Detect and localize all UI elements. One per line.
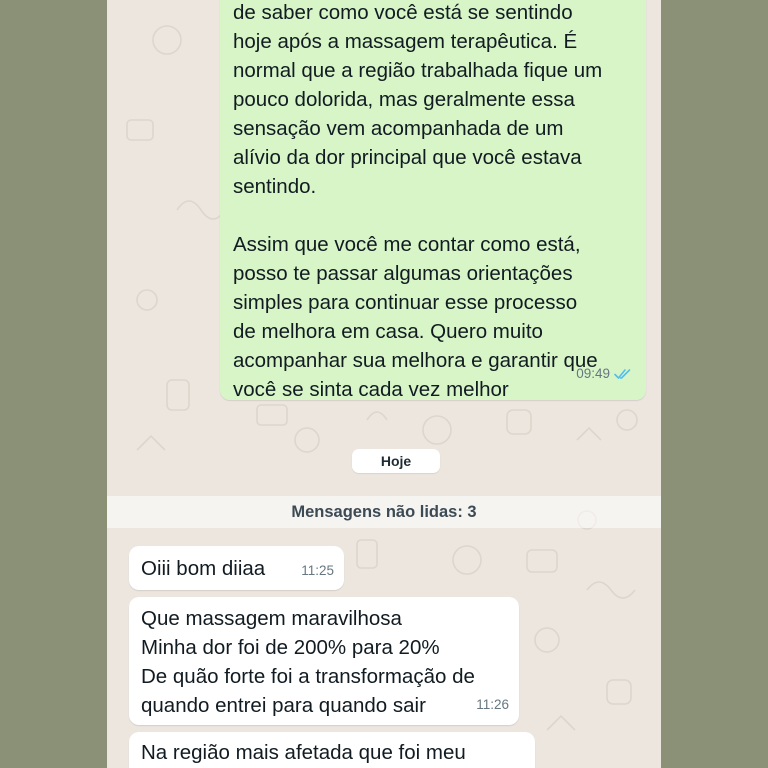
message-line: de saber como você está se sentindo xyxy=(233,1,573,24)
incoming-message-bubble[interactable] xyxy=(129,597,519,725)
message-time: 09:49 xyxy=(576,366,610,381)
message-line: Minha dor foi de 200% para 20% xyxy=(141,636,440,659)
message-line: acompanhar sua melhora e garantir que xyxy=(233,349,598,372)
message-meta xyxy=(576,359,632,388)
message-line: hoje após a massagem terapêutica. É xyxy=(233,30,578,53)
message-line: normal que a região trabalhada fique um xyxy=(233,59,603,82)
message-line: sentindo. xyxy=(233,175,317,198)
double-check-read-icon xyxy=(614,368,632,380)
message-line: Oiii bom diiaa xyxy=(141,557,266,580)
outgoing-message-bubble[interactable] xyxy=(220,0,646,400)
message-line: Que massagem maravilhosa xyxy=(141,607,402,630)
message-line: Na região mais afetada que foi meu xyxy=(141,741,466,764)
message-line: alívio da dor principal que você estava xyxy=(233,146,582,169)
unread-messages-banner: Mensagens não lidas: 3 xyxy=(107,496,661,528)
message-meta xyxy=(301,556,334,585)
message-line: quando entrei para quando sair xyxy=(141,694,426,717)
message-time: 11:25 xyxy=(301,563,334,578)
date-divider: Hoje xyxy=(352,449,440,473)
message-line: De quão forte foi a transformação de xyxy=(141,665,475,688)
message-line: simples para continuar esse processo xyxy=(233,291,578,314)
message-line: de melhora em casa. Quero muito xyxy=(233,320,543,343)
message-line: você se sinta cada vez melhor xyxy=(233,378,509,401)
message-line: posso te passar algumas orientações xyxy=(233,262,573,285)
chat-screen xyxy=(107,0,661,768)
incoming-message-bubble[interactable] xyxy=(129,732,535,768)
message-time: 11:26 xyxy=(476,697,509,712)
incoming-message-bubble[interactable] xyxy=(129,546,344,590)
message-line: sensação vem acompanhada de um xyxy=(233,117,564,140)
message-line: Assim que você me contar como está, xyxy=(233,233,581,256)
message-meta xyxy=(476,690,509,719)
message-line: pouco dolorida, mas geralmente essa xyxy=(233,88,575,111)
